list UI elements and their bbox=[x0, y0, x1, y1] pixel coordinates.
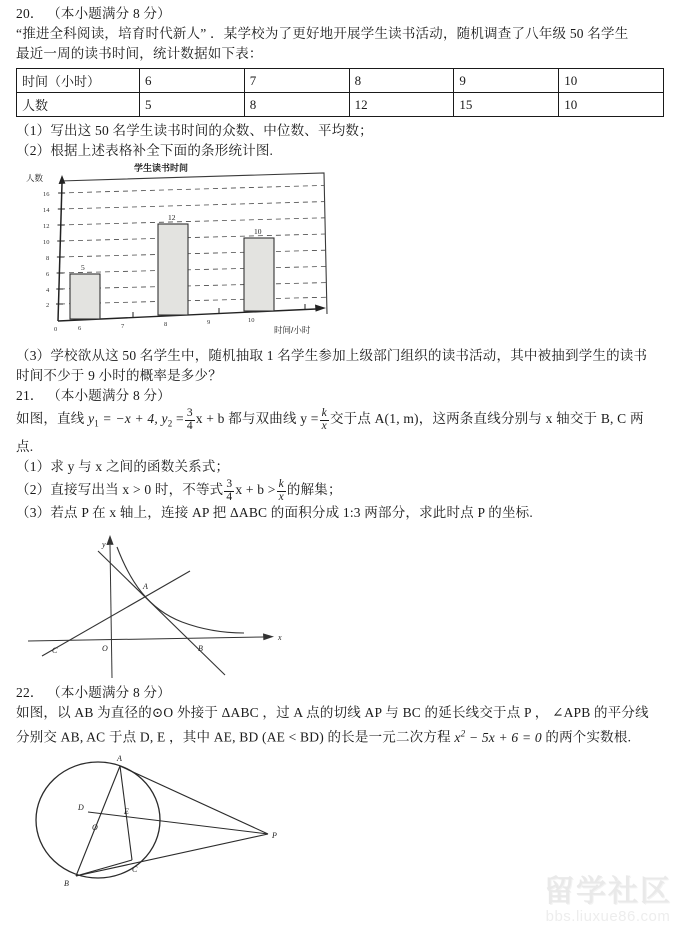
circle-geometry-svg bbox=[20, 748, 340, 890]
graph-label-b: B bbox=[198, 644, 203, 654]
x-axis-title: 时间/小时 bbox=[274, 325, 311, 335]
q21-eq2-pre: = bbox=[172, 411, 184, 426]
graph-y-axis bbox=[106, 535, 113, 678]
table-cell-counts-3: 15 bbox=[454, 93, 559, 117]
q21-score-note: （本小题满分 8 分） bbox=[47, 388, 171, 403]
segment-pd-bisector bbox=[88, 812, 268, 834]
circle-label-b: B bbox=[64, 878, 69, 888]
q21-sub2-pre: （2）直接写出当 x > 0 时，不等式 bbox=[16, 481, 224, 497]
q21-stem-prefix: 如图，直线 bbox=[16, 411, 85, 426]
q20-sub3-line1: （3）学校欲从这 50 名学生中，随机抽取 1 名学生参加上级部门组织的读书活动，其中被抽到学生的读书 bbox=[16, 348, 648, 363]
fraction-three-quarters bbox=[224, 479, 234, 503]
q21-y2-sym: y bbox=[161, 411, 168, 426]
bar-value-label-10: 10 bbox=[254, 227, 262, 236]
q21-sub2-post: 的解集； bbox=[286, 481, 342, 497]
reading-time-table bbox=[16, 68, 664, 117]
q22-stem-line2-post: 的两个实数根. bbox=[541, 729, 632, 745]
fraction-k-over-x bbox=[277, 479, 286, 503]
circle-geometry-figure bbox=[20, 748, 340, 888]
circle-label-c: C bbox=[132, 864, 138, 874]
table-row-header-hours: 时间（小时） bbox=[17, 69, 140, 93]
fraction-numerator: 3 bbox=[226, 477, 233, 490]
q22-number: 22． bbox=[16, 685, 44, 701]
q21-sub3: （3）若点 P 在 x 轴上，连接 AP 把 ΔABC 的面积分成 1:3 两部分，求此时点 P 的坐标. bbox=[16, 505, 533, 521]
q21-heading bbox=[0, 386, 680, 406]
fraction-numerator: k bbox=[278, 477, 284, 490]
graph-label-a: A bbox=[143, 582, 148, 592]
bar-value-label-8: 12 bbox=[168, 213, 176, 222]
x-origin-label: 0 bbox=[54, 326, 58, 333]
y-tick-label-6: 6 bbox=[46, 271, 50, 278]
watermark bbox=[544, 874, 672, 925]
fraction-k-over-x bbox=[320, 408, 329, 432]
q21-sub2-mid: x + b > bbox=[235, 481, 276, 497]
table-cell-hours-2: 8 bbox=[349, 69, 454, 93]
table-cell-hours-1: 7 bbox=[244, 69, 349, 93]
y-tick-label-10: 10 bbox=[43, 239, 50, 246]
q20-heading bbox=[0, 4, 680, 24]
graph-label-origin: O bbox=[102, 644, 108, 654]
table-cell-counts-0: 5 bbox=[140, 93, 245, 117]
y-tick-label-16: 16 bbox=[43, 191, 50, 198]
coordinate-graph-svg bbox=[20, 523, 300, 683]
segment-ab bbox=[76, 766, 120, 876]
table-cell-counts-1: 8 bbox=[244, 93, 349, 117]
q21-sub2 bbox=[0, 477, 680, 504]
coordinate-graph-figure bbox=[20, 523, 300, 683]
circle-label-e: E bbox=[124, 806, 129, 816]
q22-stem-line1: 如图，以 AB 为直径的⊙O 外接于 ΔABC ，过 A 点的切线 AP 与 BC 的延长线交于点 P ， ∠APB 的平分线 bbox=[16, 705, 649, 721]
q21-sub1: （1）求 y 与 x 之间的函数关系式； bbox=[16, 458, 230, 474]
q21-eq2-post: x + b 都与双曲线 y = bbox=[195, 411, 319, 426]
q20-number: 20． bbox=[16, 6, 44, 21]
circle-label-o: O bbox=[92, 822, 98, 832]
q21-y1-sub: 1 bbox=[94, 418, 99, 429]
fraction-denominator: 4 bbox=[186, 419, 193, 432]
q22-score-note: （本小题满分 8 分） bbox=[47, 685, 171, 701]
y-tick-label-14: 14 bbox=[43, 207, 50, 214]
q20-sub1: （1）写出这 50 名学生读书时间的众数、中位数、平均数； bbox=[16, 123, 373, 138]
q21-y1-sym: y bbox=[88, 411, 95, 426]
q20-stem-line2: 最近一周的读书时间，统计数据如下表： bbox=[16, 46, 263, 61]
y-tick-label-2: 2 bbox=[46, 302, 50, 309]
bar-value-label-6: 5 bbox=[81, 263, 85, 272]
watermark-url: bbs.liuxue86.com bbox=[545, 908, 671, 925]
bar-category-6 bbox=[70, 263, 100, 319]
graph-label-y: y bbox=[102, 540, 106, 550]
x-tick-label-7: 7 bbox=[121, 323, 125, 330]
q22-heading bbox=[0, 683, 680, 703]
bar-chart-figure bbox=[16, 161, 356, 346]
circle-label-p: P bbox=[272, 830, 277, 840]
fraction-numerator: k bbox=[321, 407, 327, 420]
q20-sub3-line2: 时间不少于 9 小时的概率是多少？ bbox=[16, 368, 222, 383]
graph-x-axis bbox=[28, 634, 274, 642]
x-tick-label-9: 9 bbox=[207, 319, 211, 326]
q20-score-note: （本小题满分 8 分） bbox=[47, 6, 171, 21]
fraction-denominator: x bbox=[321, 419, 327, 432]
q22-stem-line2-pre: 分别交 AB, AC 于点 D, E ，其中 AE, BD (AE < BD) 的长是一元二次方程 bbox=[16, 729, 455, 745]
circle-label-a: A bbox=[117, 753, 122, 763]
q21-stem-tail: 点. bbox=[16, 438, 34, 454]
fraction-denominator: 4 bbox=[226, 490, 233, 503]
x-tick-label-6: 6 bbox=[78, 325, 82, 332]
x-tick-label-8: 8 bbox=[164, 321, 168, 328]
table-row-header-counts: 人数 bbox=[17, 93, 140, 117]
q21-y2-sub: 2 bbox=[167, 418, 173, 429]
fraction-three-quarters bbox=[185, 408, 195, 432]
x-tick-label-10: 10 bbox=[248, 317, 255, 324]
bar-category-8 bbox=[158, 213, 188, 315]
table-cell-hours-0: 6 bbox=[140, 69, 245, 93]
bar-category-10 bbox=[244, 227, 274, 311]
table-cell-hours-4: 10 bbox=[559, 69, 664, 93]
segment-ap bbox=[120, 766, 268, 834]
q22-stem-line2 bbox=[0, 723, 680, 748]
q22-quadratic-equation: $x^2 - 5x + 6 = 0$ bbox=[454, 728, 542, 745]
q20-sub2: （2）根据上述表格补全下面的条形统计图. bbox=[16, 143, 274, 158]
y-tick-label-12: 12 bbox=[43, 223, 50, 230]
graph-label-c: C bbox=[52, 646, 58, 656]
line-y2 bbox=[42, 571, 190, 656]
bar-chart-svg bbox=[16, 161, 356, 349]
circle-label-d: D bbox=[78, 802, 84, 812]
graph-label-x: x bbox=[278, 633, 282, 643]
y-axis-title: 人数 bbox=[26, 173, 44, 183]
fraction-denominator: x bbox=[278, 490, 284, 503]
y-tick-label-8: 8 bbox=[46, 255, 50, 262]
segment-bp bbox=[76, 834, 268, 876]
watermark-brand: 留学社区 bbox=[544, 874, 672, 909]
table-cell-counts-2: 12 bbox=[349, 93, 454, 117]
chart-title: 学生读书时间 bbox=[134, 163, 189, 173]
table-row bbox=[17, 93, 664, 117]
table-cell-counts-4: 10 bbox=[559, 93, 664, 117]
q21-eq1: = −x + 4, bbox=[98, 411, 158, 426]
table-cell-hours-3: 9 bbox=[454, 69, 559, 93]
q21-stem bbox=[0, 406, 680, 437]
table-row bbox=[17, 69, 664, 93]
y-tick-label-4: 4 bbox=[46, 287, 50, 294]
fraction-numerator: 3 bbox=[186, 407, 193, 420]
q21-number: 21． bbox=[16, 388, 44, 403]
q20-stem-line1: “推进全科阅读，培育时代新人” ．某学校为了更好地开展学生读书活动，随机调查了八年级 50 名学生 bbox=[16, 26, 629, 41]
hyperbola-curve bbox=[117, 547, 244, 633]
y-axis bbox=[58, 175, 65, 321]
q21-eq3: 交于点 A(1, m)，这两条直线分别与 x 轴交于 B, C 两 bbox=[329, 411, 644, 426]
